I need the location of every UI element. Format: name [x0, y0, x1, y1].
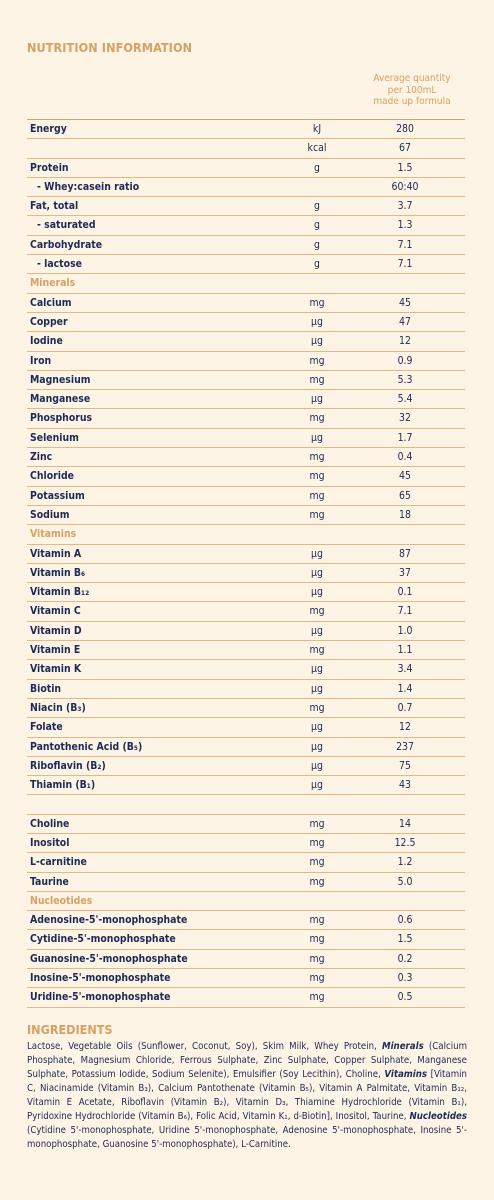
- nutrient-name: Vitamin D: [30, 624, 82, 637]
- nutrient-value: 47: [399, 315, 411, 328]
- nutrient-value: 7.1: [397, 238, 413, 251]
- nutrient-unit: mg: [309, 933, 325, 946]
- nutrient-name: Chloride: [30, 470, 74, 483]
- nutrient-value: 1.1: [397, 644, 413, 657]
- nutrient-value: 0.3: [397, 972, 413, 985]
- table-row: [27, 873, 465, 892]
- nutrient-unit: kJ: [312, 123, 322, 135]
- nutrient-unit: mg: [309, 373, 325, 386]
- ingredients-part: Lactose, Vegetable Oils (Sunflower, Coconut, Soy), Skim Milk, Whey Protein,: [27, 1041, 382, 1052]
- nutrient-value: 0.6: [397, 914, 413, 927]
- nutrient-name: Inositol: [30, 836, 70, 849]
- nutrient-name: Guanosine-5'-monophosphate: [30, 952, 188, 965]
- nutrient-value: 0.4: [397, 451, 413, 464]
- nutrient-name: Vitamins: [30, 528, 77, 541]
- ingredients-part: (Cytidine 5'-monophosphate, Uridine 5'-monophosphate, Adenosine 5'-monophosphate, Inosine 5'-monophosphate, Guanosine 5'-monophosphate), L-Carnitine.: [27, 1125, 467, 1150]
- table-row: [27, 622, 465, 641]
- nutrient-name: - saturated: [37, 219, 96, 232]
- table-row: [27, 680, 465, 699]
- nutrient-unit: g: [314, 219, 320, 232]
- nutrient-unit: µg: [311, 566, 323, 579]
- nutrient-name: Folate: [30, 721, 63, 734]
- table-row: [27, 660, 465, 679]
- nutrient-name: Magnesium: [30, 373, 91, 386]
- nutrient-unit: mg: [309, 914, 325, 927]
- nutrient-name: Cytidine-5'-monophosphate: [30, 933, 176, 946]
- nutrient-value: 87: [399, 547, 411, 560]
- nutrient-name: Minerals: [30, 277, 76, 290]
- table-row: [27, 699, 465, 718]
- nutrient-unit: µg: [311, 624, 323, 637]
- nutrient-unit: g: [314, 200, 320, 213]
- average-quantity-header: [362, 73, 462, 108]
- nutrient-value: 12.5: [394, 836, 416, 849]
- nutrient-value: 237: [396, 740, 414, 753]
- nutrient-value: 43: [399, 779, 411, 792]
- nutrient-name: Protein: [30, 161, 69, 174]
- nutrient-unit: mg: [309, 817, 325, 830]
- table-row: [27, 718, 465, 737]
- nutrient-value: 60:40: [391, 180, 419, 193]
- nutrient-value: 1.5: [397, 161, 413, 174]
- nutrient-unit: mg: [309, 508, 325, 521]
- nutrient-unit: µg: [311, 431, 323, 444]
- nutrient-name: Carbohydrate: [30, 238, 103, 251]
- nutrient-unit: g: [314, 238, 320, 251]
- table-row: [27, 969, 465, 988]
- table-row: [27, 757, 465, 776]
- nutrient-name: Sodium: [30, 508, 70, 521]
- table-row: [27, 467, 465, 486]
- nutrient-name: Inosine-5'-monophosphate: [30, 972, 171, 985]
- table-row: [27, 911, 465, 930]
- nutrient-name: Selenium: [30, 431, 79, 444]
- nutrient-name: Choline: [30, 817, 70, 830]
- nutrient-name: Nucleotides: [30, 894, 93, 907]
- nutrient-unit: mg: [309, 972, 325, 985]
- ingredients-text: [27, 1040, 467, 1152]
- nutrient-unit: g: [314, 258, 320, 271]
- section-header-row: [27, 525, 465, 544]
- table-row: [27, 853, 465, 872]
- table-row: [27, 448, 465, 467]
- nutrient-value: 5.3: [397, 373, 413, 386]
- nutrient-value: 65: [399, 489, 411, 502]
- table-row: [27, 583, 465, 602]
- nutrient-value: 1.0: [397, 624, 413, 637]
- table-row: [27, 236, 465, 255]
- nutrient-value: 0.1: [397, 586, 413, 599]
- section-header-row: [27, 892, 465, 911]
- nutrient-unit: mg: [309, 451, 325, 464]
- nutrient-value: 1.2: [397, 856, 413, 869]
- table-row: [27, 159, 465, 178]
- nutrient-unit: µg: [311, 393, 323, 406]
- nutrient-value: 1.3: [397, 219, 413, 232]
- nutrient-value: 12: [399, 335, 411, 348]
- nutrient-unit: µg: [311, 740, 323, 753]
- table-row: [27, 139, 465, 158]
- nutrient-name: Calcium: [30, 296, 72, 309]
- nutrient-value: 37: [399, 566, 411, 579]
- nutrient-unit: µg: [311, 759, 323, 772]
- nutrient-name: Vitamin K: [30, 663, 82, 676]
- nutrient-unit: mg: [309, 856, 325, 869]
- nutrient-unit: mg: [309, 605, 325, 618]
- ingredients-bold: Nucleotides: [409, 1111, 467, 1122]
- nutrient-name: - lactose: [37, 258, 82, 271]
- table-row: [27, 564, 465, 583]
- section-header-row: [27, 274, 465, 293]
- nutrient-unit: µg: [311, 315, 323, 328]
- ingredients-part: (Calcium Phosphate, Magnesium Chloride, Ferrous Sulphate, Zinc Sulphate, Copper Sulphate, Manganese Sulphate, Potassium Iodide, Sodium Selenite), Emulsifier (Soy Lecithin), Choline,: [27, 1041, 467, 1080]
- nutrient-name: Iodine: [30, 335, 63, 348]
- avg-header-line: made up formula: [373, 96, 451, 107]
- nutrient-unit: mg: [309, 354, 325, 367]
- nutrient-value: 12: [399, 721, 411, 734]
- nutrient-value: 1.5: [397, 933, 413, 946]
- nutrient-name: Fat, total: [30, 200, 79, 213]
- nutrient-unit: mg: [309, 296, 325, 309]
- nutrient-value: 18: [399, 508, 411, 521]
- nutrition-title: NUTRITION INFORMATION: [27, 40, 193, 55]
- nutrient-name: Thiamin (B₁): [30, 779, 96, 792]
- table-row: [27, 390, 465, 409]
- nutrient-unit: mg: [309, 836, 325, 849]
- nutrient-value: 5.0: [397, 875, 413, 888]
- table-row: [27, 815, 465, 834]
- nutrient-value: 7.1: [397, 605, 413, 618]
- table-row: [27, 332, 465, 351]
- nutrient-value: 45: [399, 470, 411, 483]
- nutrient-unit: µg: [311, 663, 323, 676]
- nutrient-value: 67: [399, 142, 411, 155]
- nutrient-value: 1.4: [397, 682, 413, 695]
- ingredients-bold: Minerals: [382, 1041, 424, 1052]
- nutrient-name: Pantothenic Acid (B₅): [30, 740, 143, 753]
- table-row: [27, 352, 465, 371]
- table-row: [27, 216, 465, 235]
- nutrient-value: 7.1: [397, 258, 413, 271]
- table-row: [27, 487, 465, 506]
- nutrient-name: Uridine-5'-monophosphate: [30, 991, 171, 1004]
- nutrient-name: Phosphorus: [30, 412, 93, 425]
- table-row: [27, 602, 465, 621]
- table-row: [27, 834, 465, 853]
- nutrient-unit: mg: [309, 875, 325, 888]
- nutrient-value: 5.4: [397, 393, 413, 406]
- table-row: [27, 294, 465, 313]
- nutrient-name: Manganese: [30, 393, 91, 406]
- table-row: [27, 795, 465, 814]
- nutrient-name: Vitamin C: [30, 605, 81, 618]
- nutrient-unit: mg: [309, 701, 325, 714]
- nutrient-unit: µg: [311, 721, 323, 734]
- nutrient-value: 3.4: [397, 663, 413, 676]
- table-row: [27, 371, 465, 390]
- nutrient-name: Copper: [30, 315, 68, 328]
- table-row: [27, 776, 465, 795]
- nutrient-unit: mg: [309, 644, 325, 657]
- nutrient-value: 0.9: [397, 354, 413, 367]
- nutrient-value: 0.5: [397, 991, 413, 1004]
- nutrient-name: Vitamin E: [30, 644, 81, 657]
- table-row: [27, 930, 465, 949]
- nutrient-unit: g: [314, 161, 320, 174]
- nutrient-name: Potassium: [30, 489, 85, 502]
- avg-header-line: per 100mL: [387, 84, 437, 96]
- avg-header-line: Average quantity: [373, 73, 451, 84]
- table-row: [27, 988, 465, 1007]
- table-row: [27, 641, 465, 660]
- table-row: [27, 178, 465, 197]
- nutrient-value: 0.7: [397, 701, 413, 714]
- nutrient-unit: µg: [311, 682, 323, 695]
- nutrient-name: - Whey:casein ratio: [37, 180, 140, 193]
- nutrient-value: 1.7: [397, 431, 413, 444]
- table-row: [27, 429, 465, 448]
- nutrient-name: Iron: [30, 354, 52, 367]
- nutrient-name: Taurine: [30, 875, 69, 888]
- nutrient-name: Vitamin B₁₂: [30, 586, 90, 599]
- ingredients-title: INGREDIENTS: [27, 1022, 113, 1037]
- nutrient-name: Vitamin B₆: [30, 566, 86, 579]
- nutrient-unit: mg: [309, 412, 325, 425]
- table-row: [27, 545, 465, 564]
- table-row: [27, 738, 465, 757]
- nutrient-value: 75: [399, 759, 411, 772]
- nutrient-value: 14: [399, 817, 411, 830]
- nutrient-value: 0.2: [397, 952, 413, 965]
- nutrient-name: Niacin (B₃): [30, 701, 86, 714]
- nutrient-name: Adenosine-5'-monophosphate: [30, 914, 188, 927]
- table-row: [27, 255, 465, 274]
- nutrient-unit: µg: [311, 586, 323, 599]
- table-row: [27, 409, 465, 428]
- nutrient-value: 32: [399, 412, 411, 425]
- table-row: [27, 120, 465, 139]
- nutrient-unit: mg: [309, 489, 325, 502]
- nutrient-unit: mg: [309, 952, 325, 965]
- table-row: [27, 950, 465, 969]
- nutrient-name: Vitamin A: [30, 547, 82, 560]
- nutrient-value: 280: [396, 123, 414, 135]
- nutrient-unit: kcal: [307, 142, 327, 155]
- ingredients-bold: Vitamins: [384, 1069, 428, 1080]
- table-row: [27, 506, 465, 525]
- nutrient-value: 45: [399, 296, 411, 309]
- nutrient-name: Biotin: [30, 682, 62, 695]
- nutrition-table: [27, 119, 465, 1008]
- nutrient-name: Riboflavin (B₂): [30, 759, 106, 772]
- nutrient-unit: µg: [311, 779, 323, 792]
- nutrient-value: 3.7: [397, 200, 413, 213]
- ingredients-part: [Vitamin C, Niacinamide (Vitamin B₃), Calcium Pantothenate (Vitamin B₅), Vitamin A Palmitate, Vitamin B₁₂, Vitamin E Acetate, Riboflavin (Vitamin B₂), Vitamin D₃, Thiamine Hydrochloride (Vitamin B₁), Pyridoxine Hydrochloride (Vitamin B₆), Folic Acid, Vitamin K₁, d-Biotin], Inositol, Taurine,: [27, 1069, 467, 1122]
- nutrient-unit: µg: [311, 335, 323, 348]
- nutrient-unit: mg: [309, 991, 325, 1004]
- nutrient-unit: µg: [311, 547, 323, 560]
- table-row: [27, 197, 465, 216]
- nutrient-name: L-carnitine: [30, 856, 87, 869]
- nutrient-name: Energy: [30, 123, 67, 135]
- nutrient-unit: mg: [309, 470, 325, 483]
- nutrient-name: Zinc: [30, 451, 53, 464]
- table-row: [27, 313, 465, 332]
